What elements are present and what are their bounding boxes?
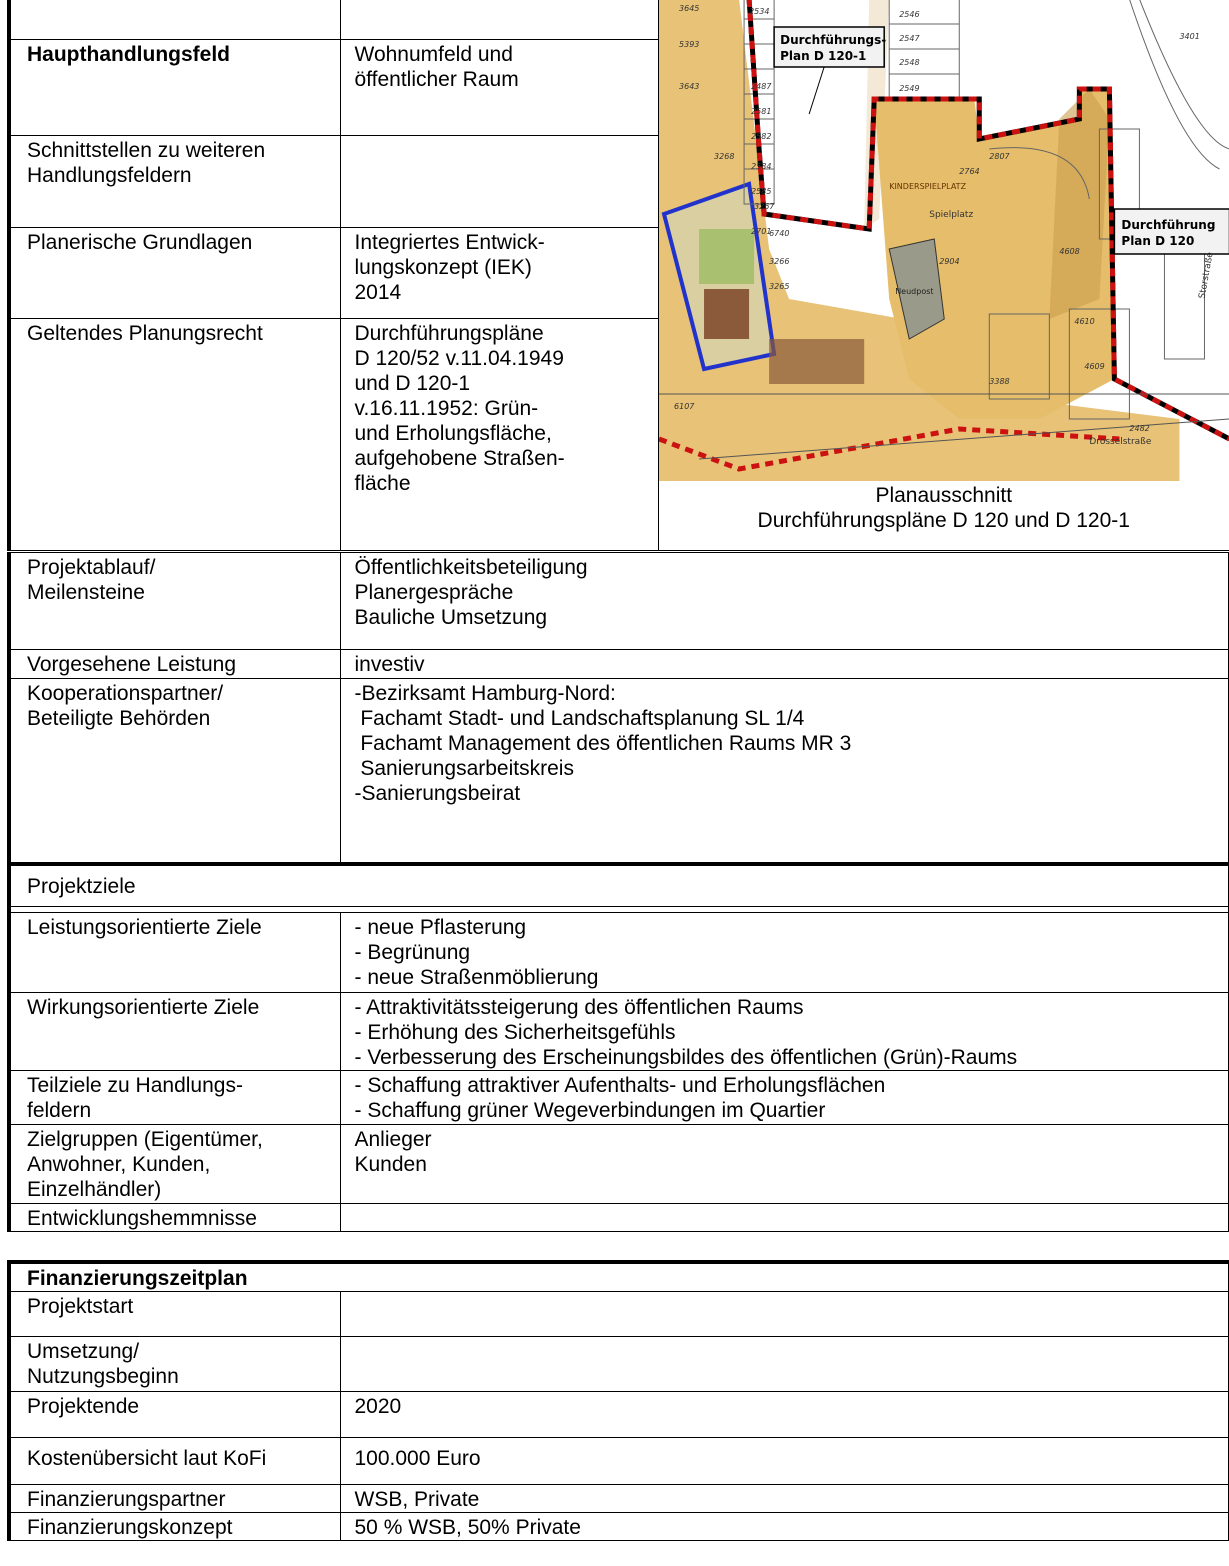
fin-table [7,1260,1229,1541]
row-value: -Bezirksamt Hamburg-Nord: Fachamt Stadt- und Landschaftsplanung SL 1/4 Fachamt Management des öffentlichen Raums MR 3 Sanierungsarbeitskreis -Sanierungsbeirat [340,679,1229,864]
row-label: Zielgruppen (Eigentümer, Anwohner, Kunden, Einzelhändler) [9,1124,340,1203]
row-finanzierungspartner [9,1485,1229,1513]
parcel-number: 6740 [768,229,789,238]
row-label: Kostenübersicht laut KoFi [9,1438,340,1485]
row-value: Wohnumfeld und öffentlicher Raum [340,40,658,136]
parcel-number: 2549 [898,84,920,93]
row-projektende [9,1392,1229,1438]
parcel-number: 2581 [750,107,771,116]
ziele-table [7,862,1229,1232]
parcel-number: 4610 [1073,317,1095,326]
row-label: Projektstart [9,1292,340,1337]
row-value: - Attraktivitätssteigerung des öffentlichen Raums - Erhöhung des Sicherheitsgefühls - Verbesserung des Erscheinungsbildes des öffentlichen (Grün)-Raums [340,992,1229,1070]
row-label: Kooperationspartner/ Beteiligte Behörden [9,679,340,864]
mid-table [7,552,1229,864]
parcel-number: 6107 [673,402,694,411]
row-value: 2020 [340,1392,1229,1438]
section-heading-finanzierungszeitplan: Finanzierungszeitplan [9,1262,1229,1292]
row-kostenuebersicht [9,1438,1229,1485]
row-value: Anlieger Kunden [340,1124,1229,1203]
map-label-storstrasse: Storstraße [1197,251,1216,300]
row-value: Durchführungspläne D 120/52 v.11.04.1949 und D 120-1 v.16.11.1952: Grün- und Erholungsfläche, aufgehobene Straßen- fläche [340,319,658,551]
row-label: Leistungsorientierte Ziele [9,912,340,992]
row-finanzierungszeitplan-heading [9,1262,1229,1292]
row-value: - neue Pflasterung - Begrünung - neue Straßenmöblierung [340,912,1229,992]
row-finanzierungskonzept [9,1513,1229,1541]
map-label-kinderspielplatz: KINDERSPIELPLATZ [888,182,966,191]
parcel-number: 2584 [750,162,771,171]
row-label: Teilziele zu Handlungs- feldern [9,1070,340,1124]
row-label: Projektende [9,1392,340,1438]
parcel-number: 4608 [1058,247,1080,256]
parcel-number: 2701 [750,227,771,236]
row-projektablauf [9,553,1229,650]
row-vorgesehene-leistung [9,650,1229,679]
row-projektstart [9,1292,1229,1337]
row-entwicklungshemmnisse [9,1203,1229,1231]
parcel-number: 2487 [750,82,771,91]
row-value [340,1203,1229,1231]
row-value: 100.000 Euro [340,1438,1229,1485]
section-heading-projektziele: Projektziele [9,864,1229,906]
row-label: Planerische Grundlagen [9,228,340,319]
row-value: 50 % WSB, 50% Private [340,1513,1229,1541]
map-label-neudpost: Neudpost [894,287,934,296]
row-projektziele-heading [9,864,1229,906]
row-label: Finanzierungskonzept [9,1513,340,1541]
parcel-number: 3266 [768,257,789,266]
parcel-number: 2548 [898,58,920,67]
parcel-number: 3265 [768,282,789,291]
parcel-number: 2807 [988,152,1010,161]
parcel-number: 3645 [678,4,699,13]
map-label-d120-line2: Plan D 120 [1120,234,1194,248]
row-label: Wirkungsorientierte Ziele [9,992,340,1070]
map-label-d120-line1: Durchführung [1120,218,1215,232]
row-leistungsorientierte-ziele [9,912,1229,992]
empty-row [9,0,1229,40]
parcel-number: 2547 [898,34,920,43]
row-value: WSB, Private [340,1485,1229,1513]
row-value: Integriertes Entwick- lungskonzept (IEK) 2014 [340,228,658,319]
row-value [340,1337,1229,1392]
parcel-number: 4609 [1083,362,1105,371]
parcel-number: 3401 [1178,32,1200,41]
row-label: Entwicklungshemmnisse [9,1203,340,1231]
row-teilziele [9,1070,1229,1124]
map-caption-line1: Planausschnitt [875,484,1013,507]
parcel-number: 3267 [753,202,774,211]
parcel-number: 3268 [713,152,734,161]
row-label: Haupthandlungsfeld [9,40,340,136]
row-label: Umsetzung/ Nutzungsbeginn [9,1337,340,1392]
row-label: Geltendes Planungsrecht [9,319,340,551]
map-label-drosselstrasse: Drosselstraße [1088,437,1151,447]
parcel-number: 2585 [750,187,771,196]
row-zielgruppen [9,1124,1229,1203]
parcel-number: 2582 [750,132,771,141]
parcel-number: 2904 [938,257,960,266]
row-label: Finanzierungspartner [9,1485,340,1513]
parcel-number: 2482 [1128,424,1150,433]
parcel-number: 2764 [958,167,980,176]
top-table [7,0,1229,551]
map-label-spielplatz: Spielplatz [928,210,973,220]
map-caption [659,481,1229,533]
parcel-number: 2546 [898,10,920,19]
map-caption-line2: Durchführungspläne D 120 und D 120-1 [757,509,1130,532]
parcel-number: 3388 [988,377,1010,386]
row-kooperationspartner [9,679,1229,864]
row-value: investiv [340,650,1229,679]
site-plan-map [659,0,1229,481]
parcel-number: 5393 [678,40,699,49]
row-label: Projektablauf/ Meilensteine [9,553,340,650]
row-value [340,1292,1229,1337]
row-label [9,0,340,40]
row-value: - Schaffung attraktiver Aufenthalts- und Erholungsflächen - Schaffung grüner Wegeverbindungen im Quartier [340,1070,1229,1124]
row-value [340,0,658,40]
parcel-number: 3643 [678,82,699,91]
row-umsetzung [9,1337,1229,1392]
parcel-number: 2534 [748,7,769,16]
map-label-d120-1-line2: Plan D 120-1 [779,49,866,63]
row-label: Vorgesehene Leistung [9,650,340,679]
map-cell [658,0,1229,551]
row-value [340,136,658,228]
row-label: Schnittstellen zu weiteren Handlungsfeldern [9,136,340,228]
map-label-d120-1-line1: Durchführungs- [779,33,886,47]
row-wirkungsorientierte-ziele [9,992,1229,1070]
row-value: Öffentlichkeitsbeteiligung Planergespräche Bauliche Umsetzung [340,553,1229,650]
